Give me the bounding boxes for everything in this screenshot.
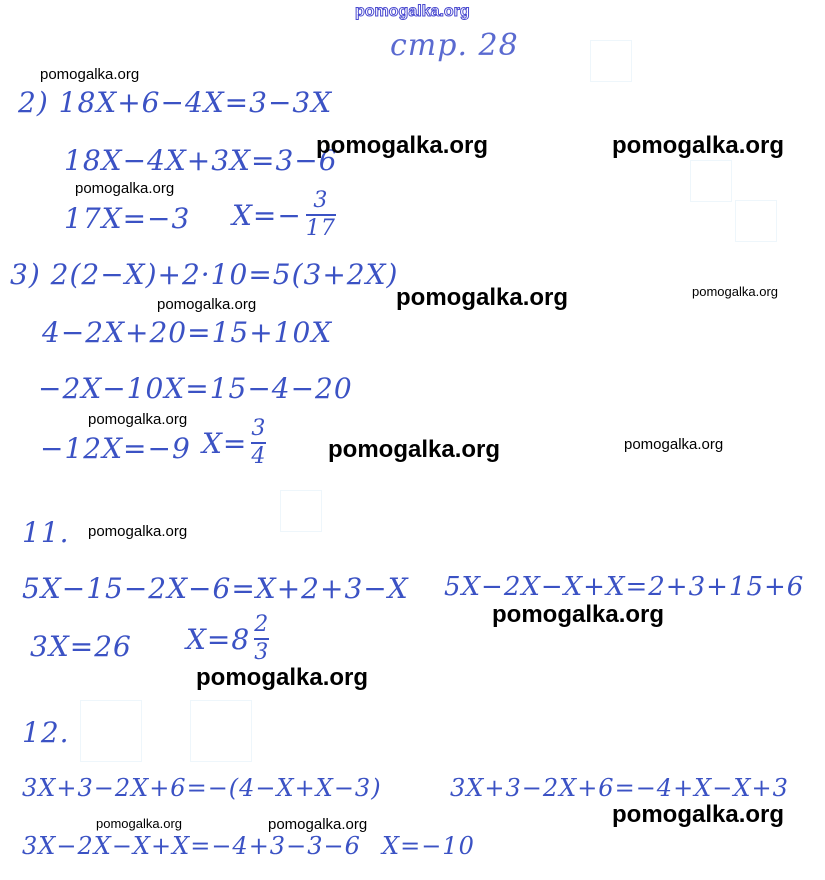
task2-line3a: 17X=−3: [64, 202, 191, 235]
watermark: pomogalka.org: [624, 436, 724, 453]
task11-x-equals: X=8: [186, 622, 251, 656]
task11-label: 11.: [22, 516, 70, 549]
task11-fraction: [254, 614, 269, 664]
task3-fraction: [251, 418, 266, 468]
grid-decoration: [190, 700, 252, 762]
task3-line4b: [202, 418, 266, 468]
task3-x-equals: X=: [202, 426, 248, 460]
task12-line2a: 3X−2X−X+X=−4+3−3−6: [22, 832, 361, 860]
task11-line2a: 3X=26: [30, 630, 132, 663]
task2-line2: 18X−4X+3X=3−6: [64, 144, 338, 177]
task2-fraction: [306, 190, 336, 240]
watermark: pomogalka.org: [328, 436, 501, 463]
task12-line1a: 3X+3−2X+6=−(4−X+X−3): [22, 774, 382, 802]
task12-line2b: X=−10: [382, 832, 475, 860]
task3-line1: 3) 2(2−X)+2·10=5(3+2X): [10, 258, 399, 291]
watermark: pomogalka.org: [612, 801, 785, 828]
task3-line3: −2X−10X=15−4−20: [38, 372, 353, 405]
watermark: pomogalka.org: [396, 284, 569, 311]
task2-line3b: [232, 190, 336, 240]
fraction-numerator: 2: [254, 612, 270, 637]
grid-decoration: [735, 200, 777, 242]
task12-line1b: 3X+3−2X+6=−4+X−X+3: [450, 774, 789, 802]
page-reference: стр. 28: [390, 28, 519, 63]
fraction-denominator: 4: [251, 444, 267, 469]
watermark: pomogalka.org: [692, 284, 778, 299]
grid-decoration: [80, 700, 142, 762]
watermark: pomogalka.org: [157, 296, 257, 313]
task12-label: 12.: [22, 716, 70, 749]
watermark: pomogalka.org: [40, 66, 140, 83]
task3-line4a: −12X=−9: [40, 432, 191, 465]
task11-line1a: 5X−15−2X−6=X+2+3−X: [22, 572, 409, 605]
grid-decoration: [690, 160, 732, 202]
fraction-numerator: 3: [313, 188, 329, 213]
top-watermark: pomogalka.org: [355, 3, 470, 20]
fraction-denominator: 17: [305, 216, 336, 241]
watermark: pomogalka.org: [612, 132, 785, 159]
watermark: pomogalka.org: [75, 180, 175, 197]
grid-decoration: [280, 490, 322, 532]
watermark: pomogalka.org: [268, 816, 368, 833]
watermark: pomogalka.org: [88, 523, 188, 540]
task11-line2b: [186, 614, 269, 664]
fraction-denominator: 3: [254, 640, 270, 665]
grid-decoration: [590, 40, 632, 82]
task3-line2: 4−2X+20=15+10X: [42, 316, 333, 349]
task2-line1: 2) 18X+6−4X=3−3X: [18, 86, 333, 119]
fraction-numerator: 3: [251, 416, 267, 441]
watermark: pomogalka.org: [88, 411, 188, 428]
watermark: pomogalka.org: [96, 816, 182, 831]
watermark: pomogalka.org: [316, 132, 489, 159]
task11-line1b: 5X−2X−X+X=2+3+15+6: [444, 572, 805, 602]
watermark: pomogalka.org: [492, 601, 665, 628]
task2-x-equals: X=−: [232, 198, 302, 232]
watermark: pomogalka.org: [196, 664, 369, 691]
